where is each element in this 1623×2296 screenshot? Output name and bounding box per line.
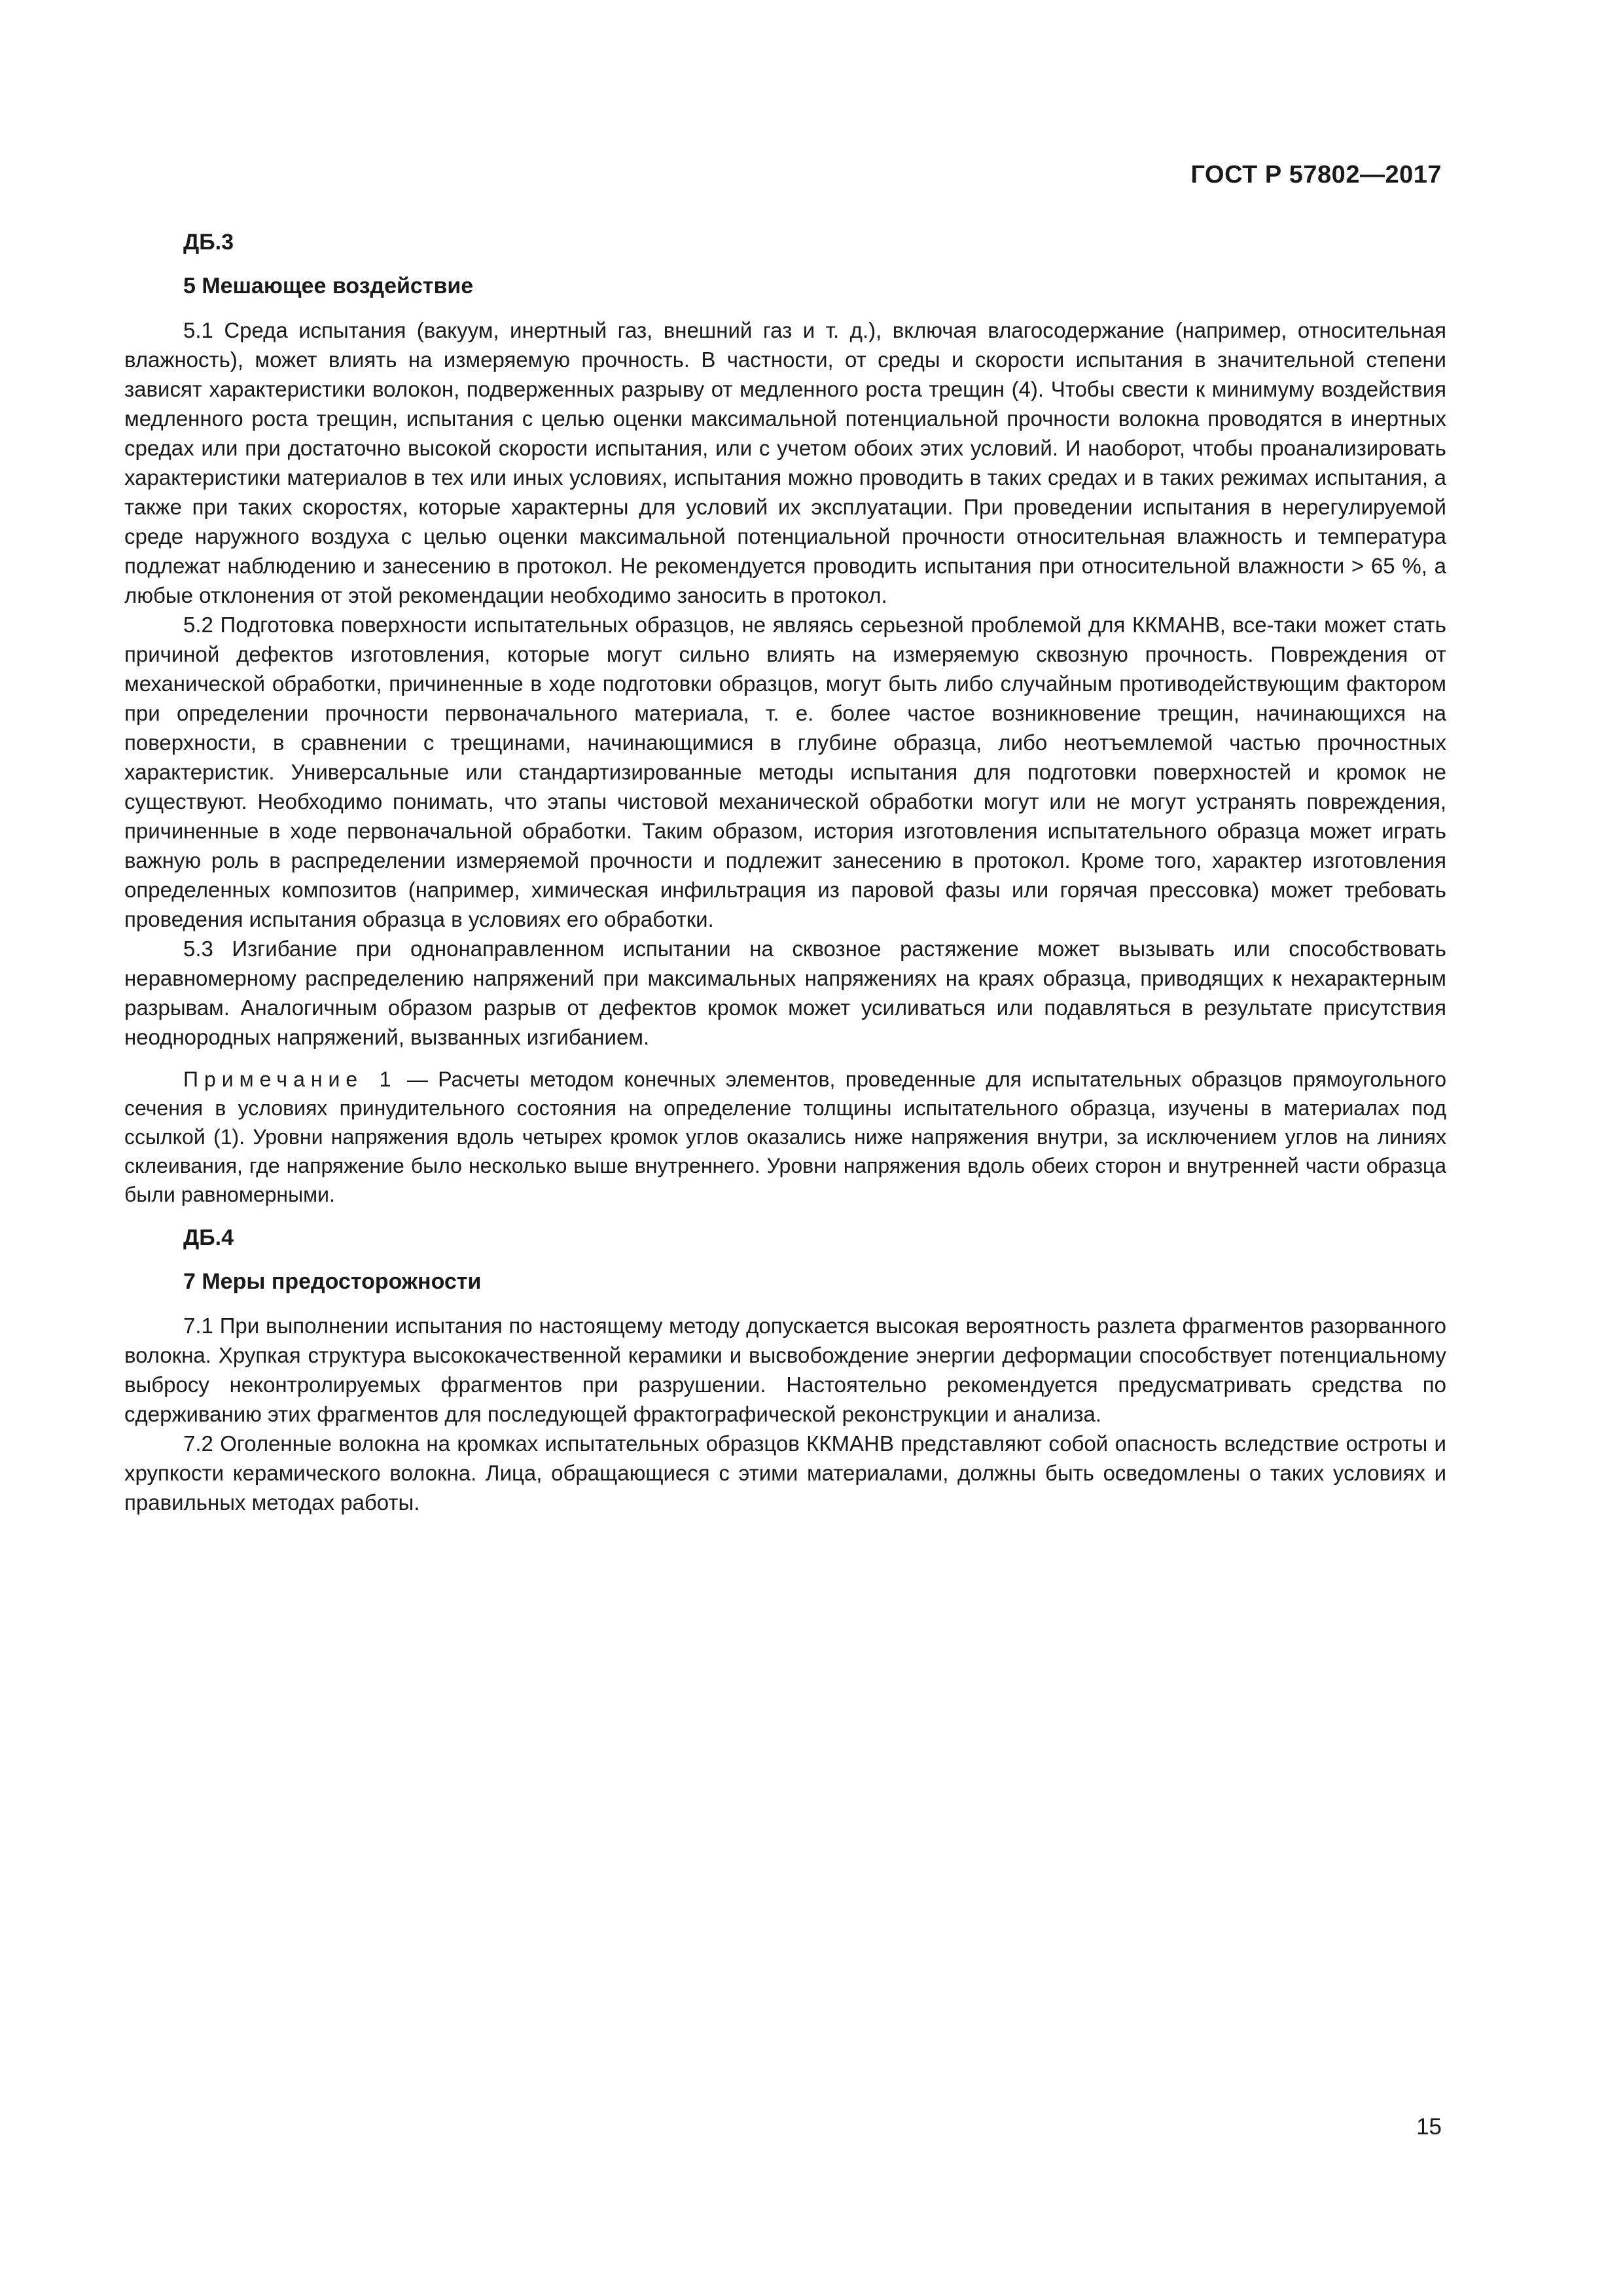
note-text: — Расчеты методом конечных элементов, проведенные для испытательных образцов прямоугольного сечения в условиях принудительного состояния на определение толщины испытательного образца, изучены в материалах под ссылкой (1). Уровни напряжения вдоль четырех кромок углов оказались ниже напряжения внутри, за исключением углов на линиях склеивания, где напряжение было несколько выше внутреннего. Уровни напряжения вдоль обеих сторон и внутренней части образца были равномерными. bbox=[124, 1067, 1447, 1206]
page-number: 15 bbox=[1416, 2114, 1442, 2140]
document-code: ГОСТ Р 57802—2017 bbox=[1190, 161, 1442, 188]
paragraph-5-1: 5.1 Среда испытания (вакуум, инертный газ, внешний газ и т. д.), включая влагосодержание (например, относительная влажность), может влиять на измеряемую прочность. В частности, от среды и скорости испытания в значительной степени зависят характеристики волокон, подверженных разрыву от медленного роста трещин (4). Чтобы свести к минимуму воздействия медленного роста трещин, испытания с целью оценки максимальной потенциальной прочности волокна проводятся в инертных средах или при достаточно высокой скорости испытания, или с учетом обоих этих условий. И наоборот, чтобы проанализировать характеристики материалов в тех или иных условиях, испытания можно проводить в таких средах и в таких режимах испытания, а также при таких скоростях, которые характерны для условий их эксплуатации. При проведении испытания в нерегулируемой среде наружного воздуха с целью оценки максимальной потенциальной прочности относительная влажность и температура подлежат наблюдению и занесению в протокол. Не рекомендуется проводить испытания при относительной влажности > 65 %, а любые отклонения от этой рекомендации необходимо заносить в протокол. bbox=[124, 318, 1446, 607]
paragraph-7-1: 7.1 При выполнении испытания по настоящему методу допускается высокая вероятность разлета фрагментов разорванного волокна. Хрупкая структура высококачественной керамики и высвобождение энергии деформации способствует потенциальному выбросу неконтролируемых фрагментов при разрушении. Настоятельно рекомендуется предусматривать средства по сдерживанию этих фрагментов для последующей фрактографической реконструкции и анализа. bbox=[124, 1314, 1446, 1426]
note-label: Примечание 1 bbox=[183, 1067, 397, 1091]
paragraph-5-3: 5.3 Изгибание при однонаправленном испытании на сквозное растяжение может вызывать или способствовать неравномерному распределению напряжений при максимальных напряжениях на краях образца, приводящих к нехарактерным разрывам. Аналогичным образом разрыв от дефектов кромок может усиливаться или подавляться в результате присутствия неоднородных напряжений, вызванных изгибанием. bbox=[124, 937, 1446, 1049]
section-heading: 7 Меры предосторожности bbox=[183, 1269, 482, 1294]
appendix-label: ДБ.3 bbox=[183, 230, 234, 255]
appendix-label: ДБ.4 bbox=[183, 1225, 234, 1250]
appendix-section-db4 bbox=[124, 1223, 1446, 1517]
appendix-section-db3 bbox=[124, 228, 1446, 1209]
document-body bbox=[124, 228, 1446, 1517]
section-heading: 5 Мешающее воздействие bbox=[183, 274, 474, 298]
paragraph-5-2: 5.2 Подготовка поверхности испытательных образцов, не являясь серьезной проблемой для ККМАНВ, все-таки может стать причиной дефектов изготовления, которые могут сильно влиять на измеряемую сквозную прочность. Повреждения от механической обработки, причиненные в ходе подготовки образцов, могут быть либо случайным противодействующим фактором при определении прочности первоначального материала, т. е. более частое возникновение трещин, начинающихся на поверхности, в сравнении с трещинами, начинающимися в глубине образца, либо неотъемлемой частью прочностных характеристик. Универсальные или стандартизированные методы испытания для подготовки поверхностей и кромок не существуют. Необходимо понимать, что этапы чистовой механической обработки могут или не могут устранять повреждения, причиненные в ходе первоначальной обработки. Таким образом, история изготовления испытательного образца может играть важную роль в распределении измеряемой прочности и подлежит занесению в протокол. Кроме того, характер изготовления определенных композитов (например, химическая инфильтрация из паровой фазы или горячая прессовка) может требовать проведения испытания образца в условиях его обработки. bbox=[124, 613, 1446, 931]
paragraph-7-2: 7.2 Оголенные волокна на кромках испытательных образцов ККМАНВ представляют собой опасность вследствие остроты и хрупкости керамического волокна. Лица, обращающиеся с этими материалами, должны быть осведомлены о таких условиях и правильных методах работы. bbox=[124, 1431, 1446, 1515]
note-1 bbox=[124, 1065, 1446, 1209]
